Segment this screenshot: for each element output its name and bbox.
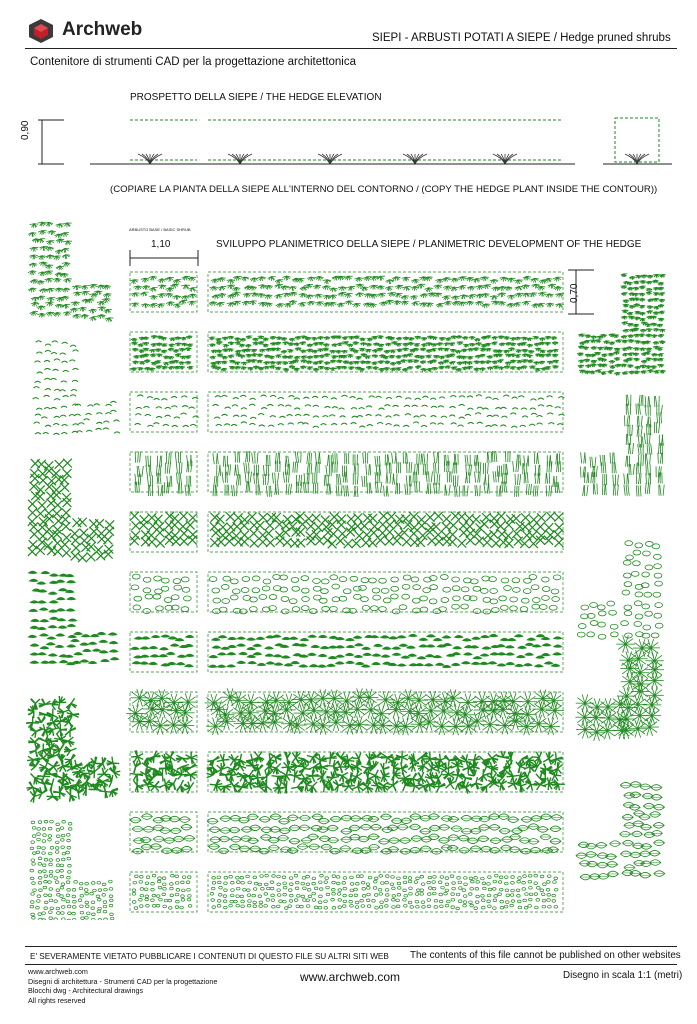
hedge-row-starburst: [126, 688, 564, 735]
hedge-corner-leaf-outline: [576, 782, 665, 880]
hedge-row-grass-tufts: [130, 450, 563, 497]
plan-title: SVILUPPO PLANIMETRICO DELLA SIEPE / PLANIMETRIC DEVELOPMENT OF THE HEDGE: [216, 239, 642, 250]
footer-line: www.archweb.com: [28, 967, 88, 976]
hedge-corner-spiky-clumps: [26, 696, 120, 803]
footer-notice-en: The contents of this file cannot be published on other websites: [410, 950, 681, 961]
footer-line: Blocchi dwg - Architectural drawings: [28, 986, 144, 995]
archweb-logo-icon: [28, 18, 54, 44]
hedge-row-pebble-mesh: [130, 870, 563, 912]
hedge-row-scribble: [130, 390, 565, 432]
footer-credits: [28, 967, 217, 1005]
footer-scale: Disegno in scala 1:1 (metri): [563, 970, 683, 981]
plan-depth-dim: 0,70: [569, 283, 580, 303]
page-title: SIEPI - ARBUSTI POTATI A SIEPE / Hedge pruned shrubs: [372, 32, 671, 44]
header-rule: [25, 48, 677, 49]
footer-line: Disegni di architettura - Strumenti CAD per la progettazione: [28, 976, 218, 986]
hedge-corner-leaf-blades: [27, 571, 119, 665]
footer-url-link[interactable]: www.archweb.com: [300, 970, 401, 984]
hedge-row-bubbles: [130, 570, 563, 614]
hedge-corner-bubbles: [577, 541, 663, 639]
hedge-row-leaf-outline: [130, 810, 563, 854]
hedge-row-star-dense: [130, 270, 564, 312]
hedge-corner-starburst: [575, 635, 663, 741]
hedge-corner-grass-tufts: [581, 395, 665, 497]
hedge-plan-library: [0, 220, 697, 920]
hedge-corner-pebble-mesh: [30, 820, 114, 920]
footer-notice-it: E' SEVERAMENTE VIETATO PUBBLICARE I CONTENUTI DI QUESTO FILE SU ALTRI SITI WEB: [30, 952, 389, 961]
footer-rule: [25, 964, 677, 965]
page-subtitle: Contenitore di strumenti CAD per la progettazione architettonica: [30, 56, 357, 68]
hedge-row-cross-hatch: [130, 510, 564, 552]
elevation-drawing: [0, 108, 697, 188]
elevation-height-dim: 0,90: [20, 120, 31, 140]
plan-width-dim: 1,10: [151, 239, 171, 250]
hedge-row-spiky-clumps: [130, 750, 565, 794]
hedge-corner-star-dense: [28, 222, 113, 322]
elevation-title: PROSPETTO DELLA SIEPE / THE HEDGE ELEVATION: [130, 92, 382, 103]
hedge-corner-cross-hatch: [28, 459, 114, 562]
hedge-corner-star-fine: [577, 274, 666, 376]
hedge-row-star-fine: [130, 330, 563, 372]
hedge-corner-scribble: [33, 341, 120, 435]
hedge-row-leaf-blades: [130, 630, 563, 672]
elevation-note: (COPIARE LA PIANTA DELLA SIEPE ALL'INTERNO DEL CONTORNO / (COPY THE HEDGE PLANT INSIDE THE CONTOUR)): [110, 184, 658, 195]
basic-shrub-label: ARBUSTO BASE / BASIC SHRUB: [129, 227, 191, 232]
logo-text: Archweb: [62, 19, 143, 40]
footer-line: All rights reserved: [28, 995, 86, 1005]
footer-rule-top: [25, 946, 677, 947]
